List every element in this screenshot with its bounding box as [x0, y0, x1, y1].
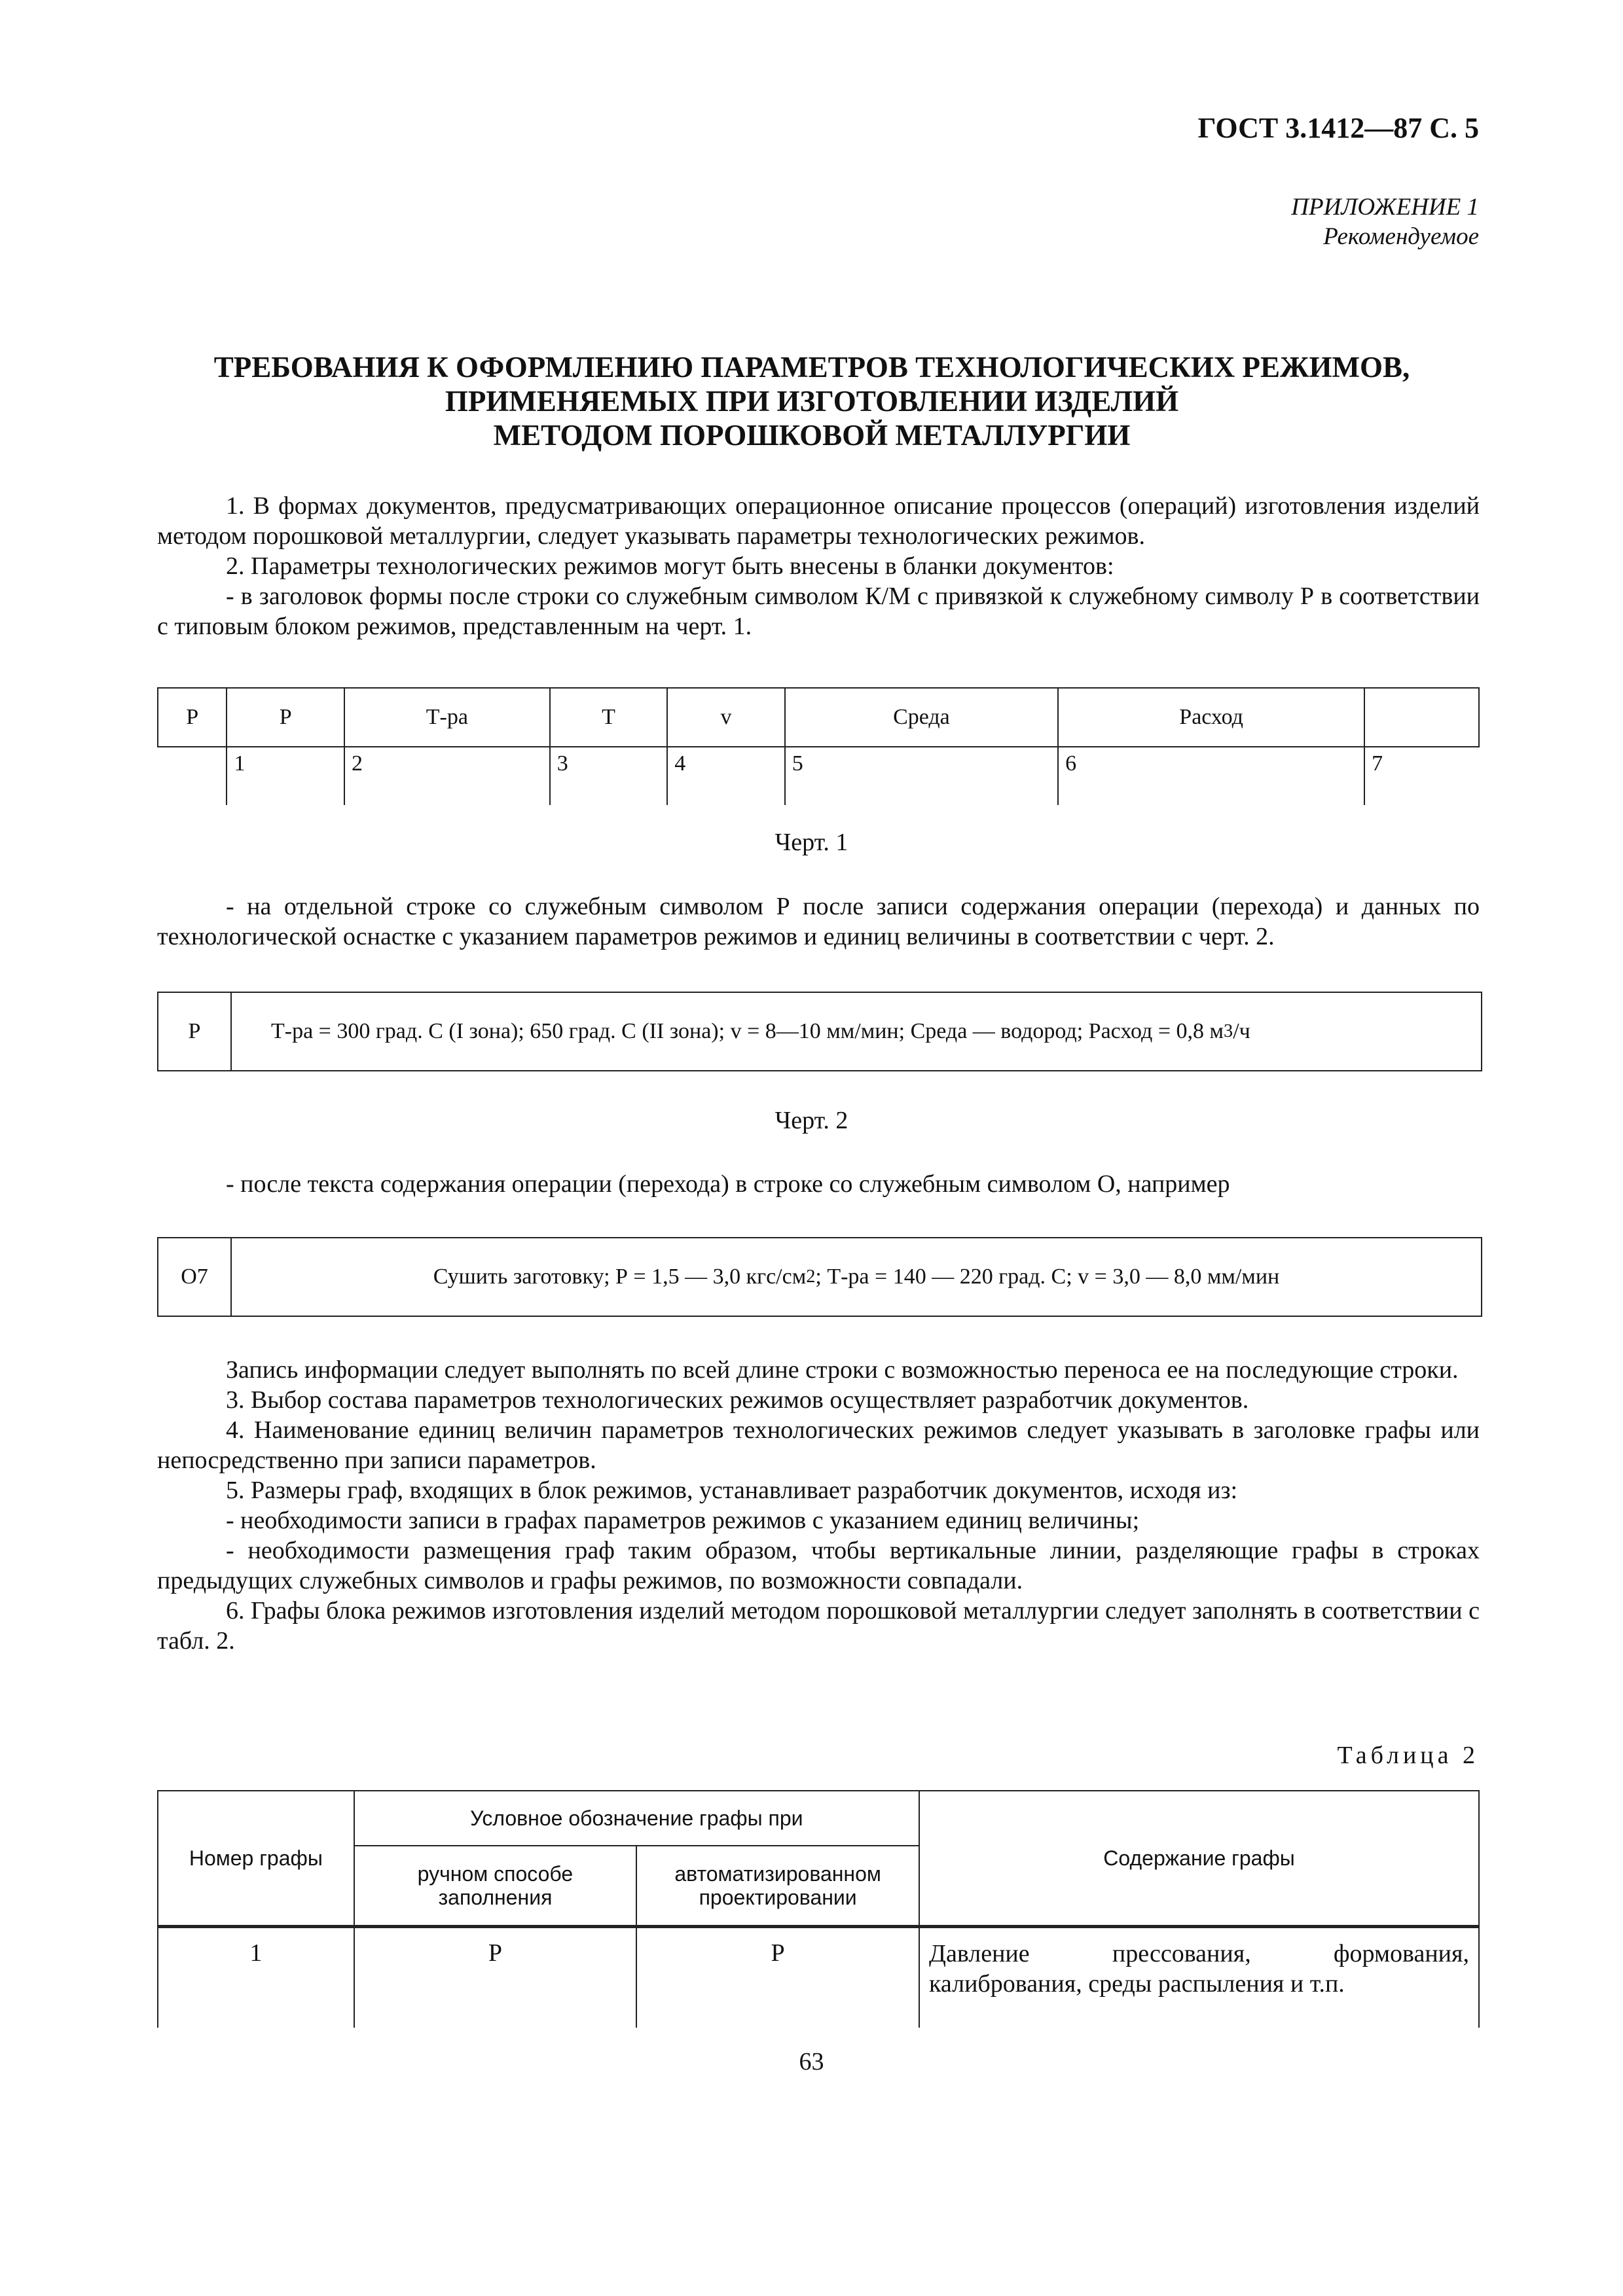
body-paragraph-2: 3. Выбор состава параметров технологических режимов осуществляет разработчик документов.	[226, 1386, 1249, 1414]
figure-2-label: Р	[158, 993, 232, 1070]
figure-1-number: 6	[1058, 747, 1364, 805]
figure-2-text-tail: /ч	[1233, 1019, 1250, 1043]
figure-1-cell: Р	[158, 688, 227, 747]
appendix-label: ПРИЛОЖЕНИЕ 1	[1291, 194, 1479, 221]
figure-3-text	[232, 1238, 1481, 1316]
body-paragraph-6: - необходимости размещения граф таким образом, чтобы вертикальные линии, разделяющие графы в строках предыдущих служебных символов и графы режимов, по возможности совпадали.	[157, 1537, 1480, 1594]
table-2-col-group: Условное обозначение графы при	[354, 1791, 919, 1846]
figure-1-cell	[1364, 688, 1479, 747]
title-line-3: МЕТОДОМ ПОРОШКОВОЙ МЕТАЛЛУРГИИ	[493, 419, 1131, 452]
figure-1-number: 7	[1364, 747, 1479, 805]
paragraph-after-figure-1	[157, 891, 1480, 952]
body-paragraph-7: 6. Графы блока режимов изготовления изделий методом порошковой металлургии следует заполнять в соответствии с табл. 2.	[157, 1597, 1480, 1655]
table-2-cell-manual: Р	[354, 1927, 637, 2028]
paragraph-3: - в заголовок формы после строки со служебным символом К/М с привязкой к служебному символу Р в соответствии с типовым блоком режимов, представленным на черт. 1.	[157, 583, 1480, 640]
figure-3-text-main: Сушить заготовку; Р = 1,5 — 3,0 кгс/см	[433, 1265, 807, 1289]
table-row	[158, 1927, 1479, 2028]
table-2-cell-auto: Р	[636, 1927, 919, 2028]
figure-1-number	[158, 747, 227, 805]
body-block	[157, 1355, 1480, 1656]
figure-1-table	[157, 687, 1480, 805]
body-paragraph-5: - необходимости записи в графах параметров режимов с указанием единиц величины;	[226, 1507, 1140, 1534]
table-2-col-number: Номер графы	[158, 1791, 354, 1927]
document-reference: ГОСТ 3.1412—87 С. 5	[1197, 112, 1479, 144]
paragraph-text: - на отдельной строке со служебным символом Р после записи содержания операции (перехода) и данных по технологической оснастке с указанием параметров режимов и единиц величины в соответствии с черт. 2.	[157, 893, 1480, 950]
figure-1-cell: Р	[227, 688, 344, 747]
body-paragraph-1: Запись информации следует выполнять по всей длине строки с возможностью переноса ее на последующие строки.	[226, 1356, 1459, 1384]
table-2-col-manual: ручном способе заполнения	[354, 1846, 637, 1927]
title-line-1: ТРЕБОВАНИЯ К ОФОРМЛЕНИЮ ПАРАМЕТРОВ ТЕХНОЛОГИЧЕСКИХ РЕЖИМОВ,	[213, 351, 1410, 384]
paragraph-text: - после текста содержания операции (перехода) в строке со служебным символом О, например	[226, 1170, 1230, 1198]
figure-1-number: 1	[227, 747, 344, 805]
figure-1-number-row	[158, 747, 1479, 805]
table-2-cell-content: Давление прессования, формования, калибрования, среды распыления и т.п.	[919, 1927, 1479, 2028]
figure-2-box	[157, 992, 1482, 1071]
figure-2-caption: Черт. 2	[775, 1107, 848, 1134]
page-number: 63	[799, 2048, 824, 2075]
table-2-cell-number: 1	[158, 1927, 354, 2028]
figure-1-number: 3	[550, 747, 667, 805]
figure-1-number: 5	[785, 747, 1058, 805]
figure-1-cell: Т-ра	[344, 688, 550, 747]
paragraph-1: 1. В формах документов, предусматривающих операционное описание процессов (операций) изготовления изделий методом порошковой металлургии, следует указывать параметры технологических режимов.	[157, 492, 1480, 550]
figure-1-number: 2	[344, 747, 550, 805]
figure-1-cell: Среда	[785, 688, 1058, 747]
figure-1-number: 4	[667, 747, 784, 805]
figure-1-caption: Черт. 1	[775, 829, 848, 856]
appendix-status: Рекомендуемое	[1323, 223, 1479, 250]
figure-3-superscript: 2	[806, 1266, 816, 1287]
figure-3-label: О7	[158, 1238, 232, 1316]
figure-1-cell: Т	[550, 688, 667, 747]
figure-2-superscript: 3	[1224, 1021, 1233, 1041]
paragraph-after-figure-2	[157, 1169, 1480, 1199]
intro-block	[157, 491, 1480, 641]
figure-3-text-tail: ; Т-ра = 140 — 220 град. С; v = 3,0 — 8,0 мм/мин	[815, 1265, 1280, 1289]
figure-3-box	[157, 1237, 1482, 1317]
figure-2-text-main: Т-ра = 300 град. С (I зона); 650 град. С (II зона); v = 8—10 мм/мин; Среда — водород; Расход = 0,8 м	[271, 1019, 1224, 1043]
table-2-col-auto: автоматизированном проектировании	[636, 1846, 919, 1927]
table-2-header-row-1	[158, 1791, 1479, 1846]
table-2	[157, 1790, 1480, 2028]
figure-1-header-row	[158, 688, 1479, 747]
figure-1-cell: v	[667, 688, 784, 747]
body-paragraph-3: 4. Наименование единиц величин параметров технологических режимов следует указывать в заголовке графы или непосредственно при записи параметров.	[157, 1416, 1480, 1474]
body-paragraph-4: 5. Размеры граф, входящих в блок режимов, устанавливает разработчик документов, исходя из:	[226, 1477, 1238, 1504]
paragraph-2: 2. Параметры технологических режимов могут быть внесены в бланки документов:	[226, 552, 1114, 580]
figure-1-cell: Расход	[1058, 688, 1364, 747]
table-2-title: Таблица 2	[1337, 1742, 1479, 1769]
figure-2-text	[232, 993, 1481, 1070]
table-2-col-content: Содержание графы	[919, 1791, 1479, 1927]
title-line-2: ПРИМЕНЯЕМЫХ ПРИ ИЗГОТОВЛЕНИИ ИЗДЕЛИЙ	[445, 385, 1179, 418]
section-title	[157, 350, 1467, 452]
